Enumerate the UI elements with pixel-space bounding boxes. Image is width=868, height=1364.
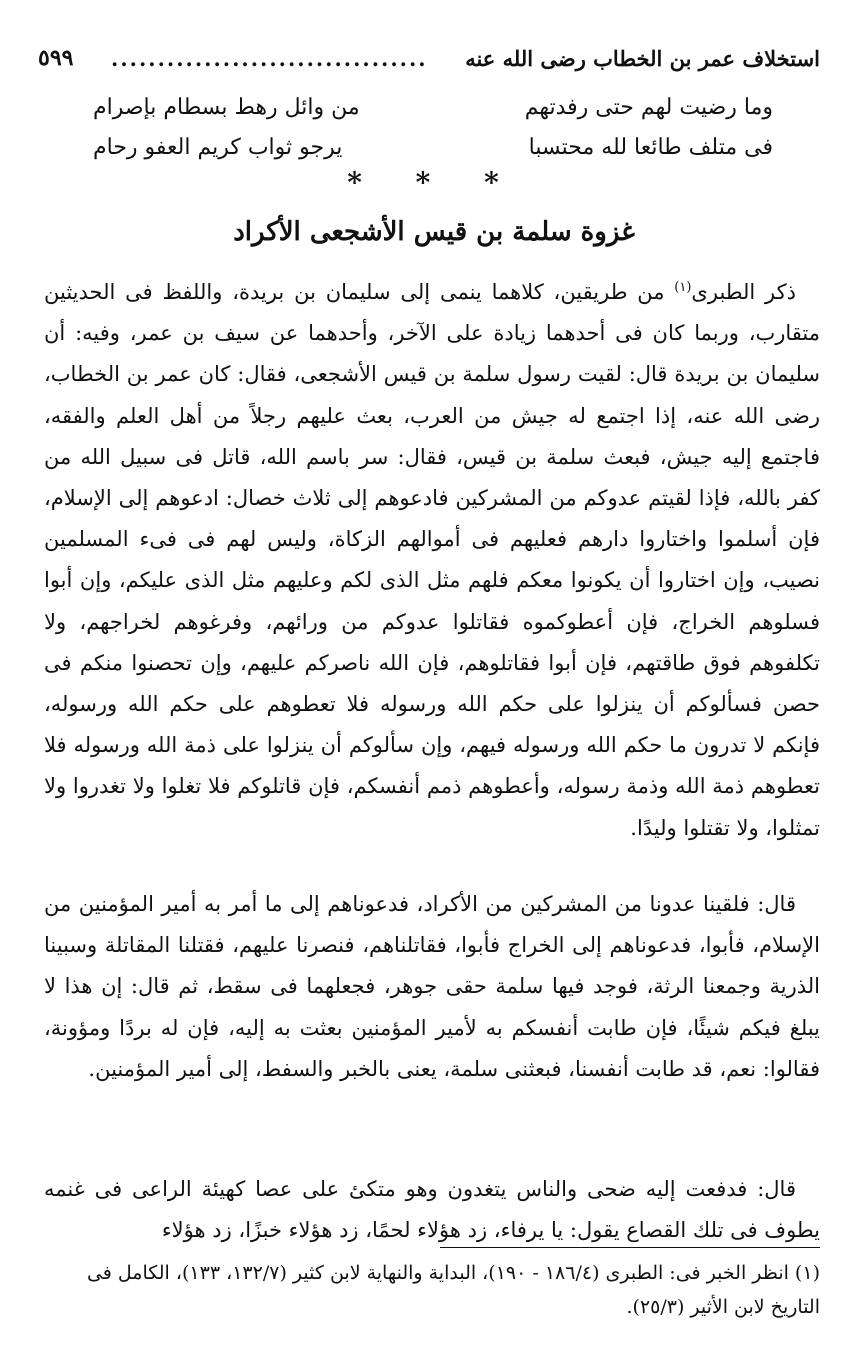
body-paragraph-3: قال: فدفعت إليه ضحى والناس يتغدون وهو متكئ على عصا كهيئة الراعى فى غنمه يطوف فى تلك القصاع يقول: يا يرفاء، زد هؤلاء لحمًا، زد هؤلاء خبزًا، زد هؤلاء [44,1177,820,1243]
page-number: ٥٩٩ [38,45,74,71]
running-header-title: استخلاف عمر بن الخطاب رضى الله عنه [465,45,820,71]
footnote-reference[interactable]: (١) [674,280,692,295]
running-header [38,40,820,76]
footnote-text: (١) انظر الخبر فى: الطبرى (١٨٦/٤ - ١٩٠)، البداية والنهاية لابن كثير (١٣٢/٧، ١٣٣)، الكامل فى التاريخ لابن الأثير (٢٥/٣). [86,1262,820,1318]
footnote-divider [440,1247,820,1248]
verse-1-second-hemistich: من وائل رهط بسطام بإصرام [93,95,360,120]
section-separator-stars: * * * [347,166,521,199]
verse-2-first-hemistich: فى متلف طائعا لله محتسبا [528,135,773,160]
poem-verse-2 [93,128,773,168]
verse-1-first-hemistich: وما رضيت لهم حتى رفدتهم [524,95,773,120]
verse-2-second-hemistich: يرجو ثواب كريم العفو رحام [93,135,343,160]
section-title: غزوة سلمة بن قيس الأشجعى الأكراد [233,217,635,247]
poem-verse-1 [93,88,773,128]
running-header-dots: .................................. [111,45,428,71]
paragraph-1-text: من طريقين، كلاهما ينمى إلى سليمان بن بريدة، واللفظ فى الحديثين متقارب، وربما كان فى أحدهما زيادة على الآخر، وأحدهما عن سيف بن عمر، وفيه: أن سليمان بن بريدة قال: لقيت رسول سلمة بن قيس الأشجعى، فقال: كان عمر بن الخطاب، رضى الله عنه، إذا اجتمع له جيش من العرب، بعث عليهم رجلاً من أهل العلم والفقه، فاجتمع إليه جيش، فبعث سلمة بن قيس، فقال: سر باسم الله، قاتل فى سبيل الله من كفر بالله، فإذا لقيتم عدوكم من المشركين فادعوهم إلى ثلاث خصال: ادعوهم إلى الإسلام، فإن أسلموا واختاروا دارهم فعليهم فى أموالهم الزكاة، وليس لهم فى فىء المسلمين نصيب، وإن اختاروا أن يكونوا معكم فلهم مثل الذى لكم وعليهم مثل الذى عليكم، وإن أبوا فسلوهم الخراج، فإن أعطوكموه فقاتلوا عدوكم من ورائهم، وفرغوهم لخراجهم، ولا تكلفوهم فوق طاقتهم، فإن أبوا فقاتلوهم، فإن الله ناصركم عليهم، وإن تحصنوا منكم فى حصن فسألوكم أن ينزلوا على حكم الله ورسوله فلا تعطوهم على حكم الله ورسوله، فإنكم لا تدرون ما حكم الله ورسوله فيهم، وإن سألوكم أن ينزلوا على ذمة الله ورسوله فلا تعطوهم ذمة الله وذمة رسوله، وأعطوهم ذمم أنفسكم، فإن قاتلوكم فلا تغلوا ولا تغدروا ولا تمثلوا، ولا تقتلوا وليدًا. [44,280,820,840]
body-paragraph-1 [44,272,820,849]
body-paragraph-2: قال: فلقينا عدونا من المشركين من الأكراد، فدعوناهم إلى ما أمر به أمير المؤمنين من الإسلام، فأبوا، فدعوناهم إلى الخراج فأبوا، فقاتلناهم، فنصرنا عليهم، فقتلنا المقاتلة وسبينا الذرية وجمعنا الرثة، فوجد فيها سلمة حقى جوهر، فجعلهما فى سقط، ثم قال: إن هذا لا يبلغ فيكم شيئًا، فإن طابت أنفسكم به لأمير المؤمنين بعثت به إليه، فإن له بردًا ومؤونة، فقالوا: نعم، قد طابت أنفسنا، فبعثنى سلمة، يعنى بالخبر والسفط، إلى أمير المؤمنين. [44,892,820,1081]
paragraph-1-lead: ذكر الطبرى [691,280,796,304]
